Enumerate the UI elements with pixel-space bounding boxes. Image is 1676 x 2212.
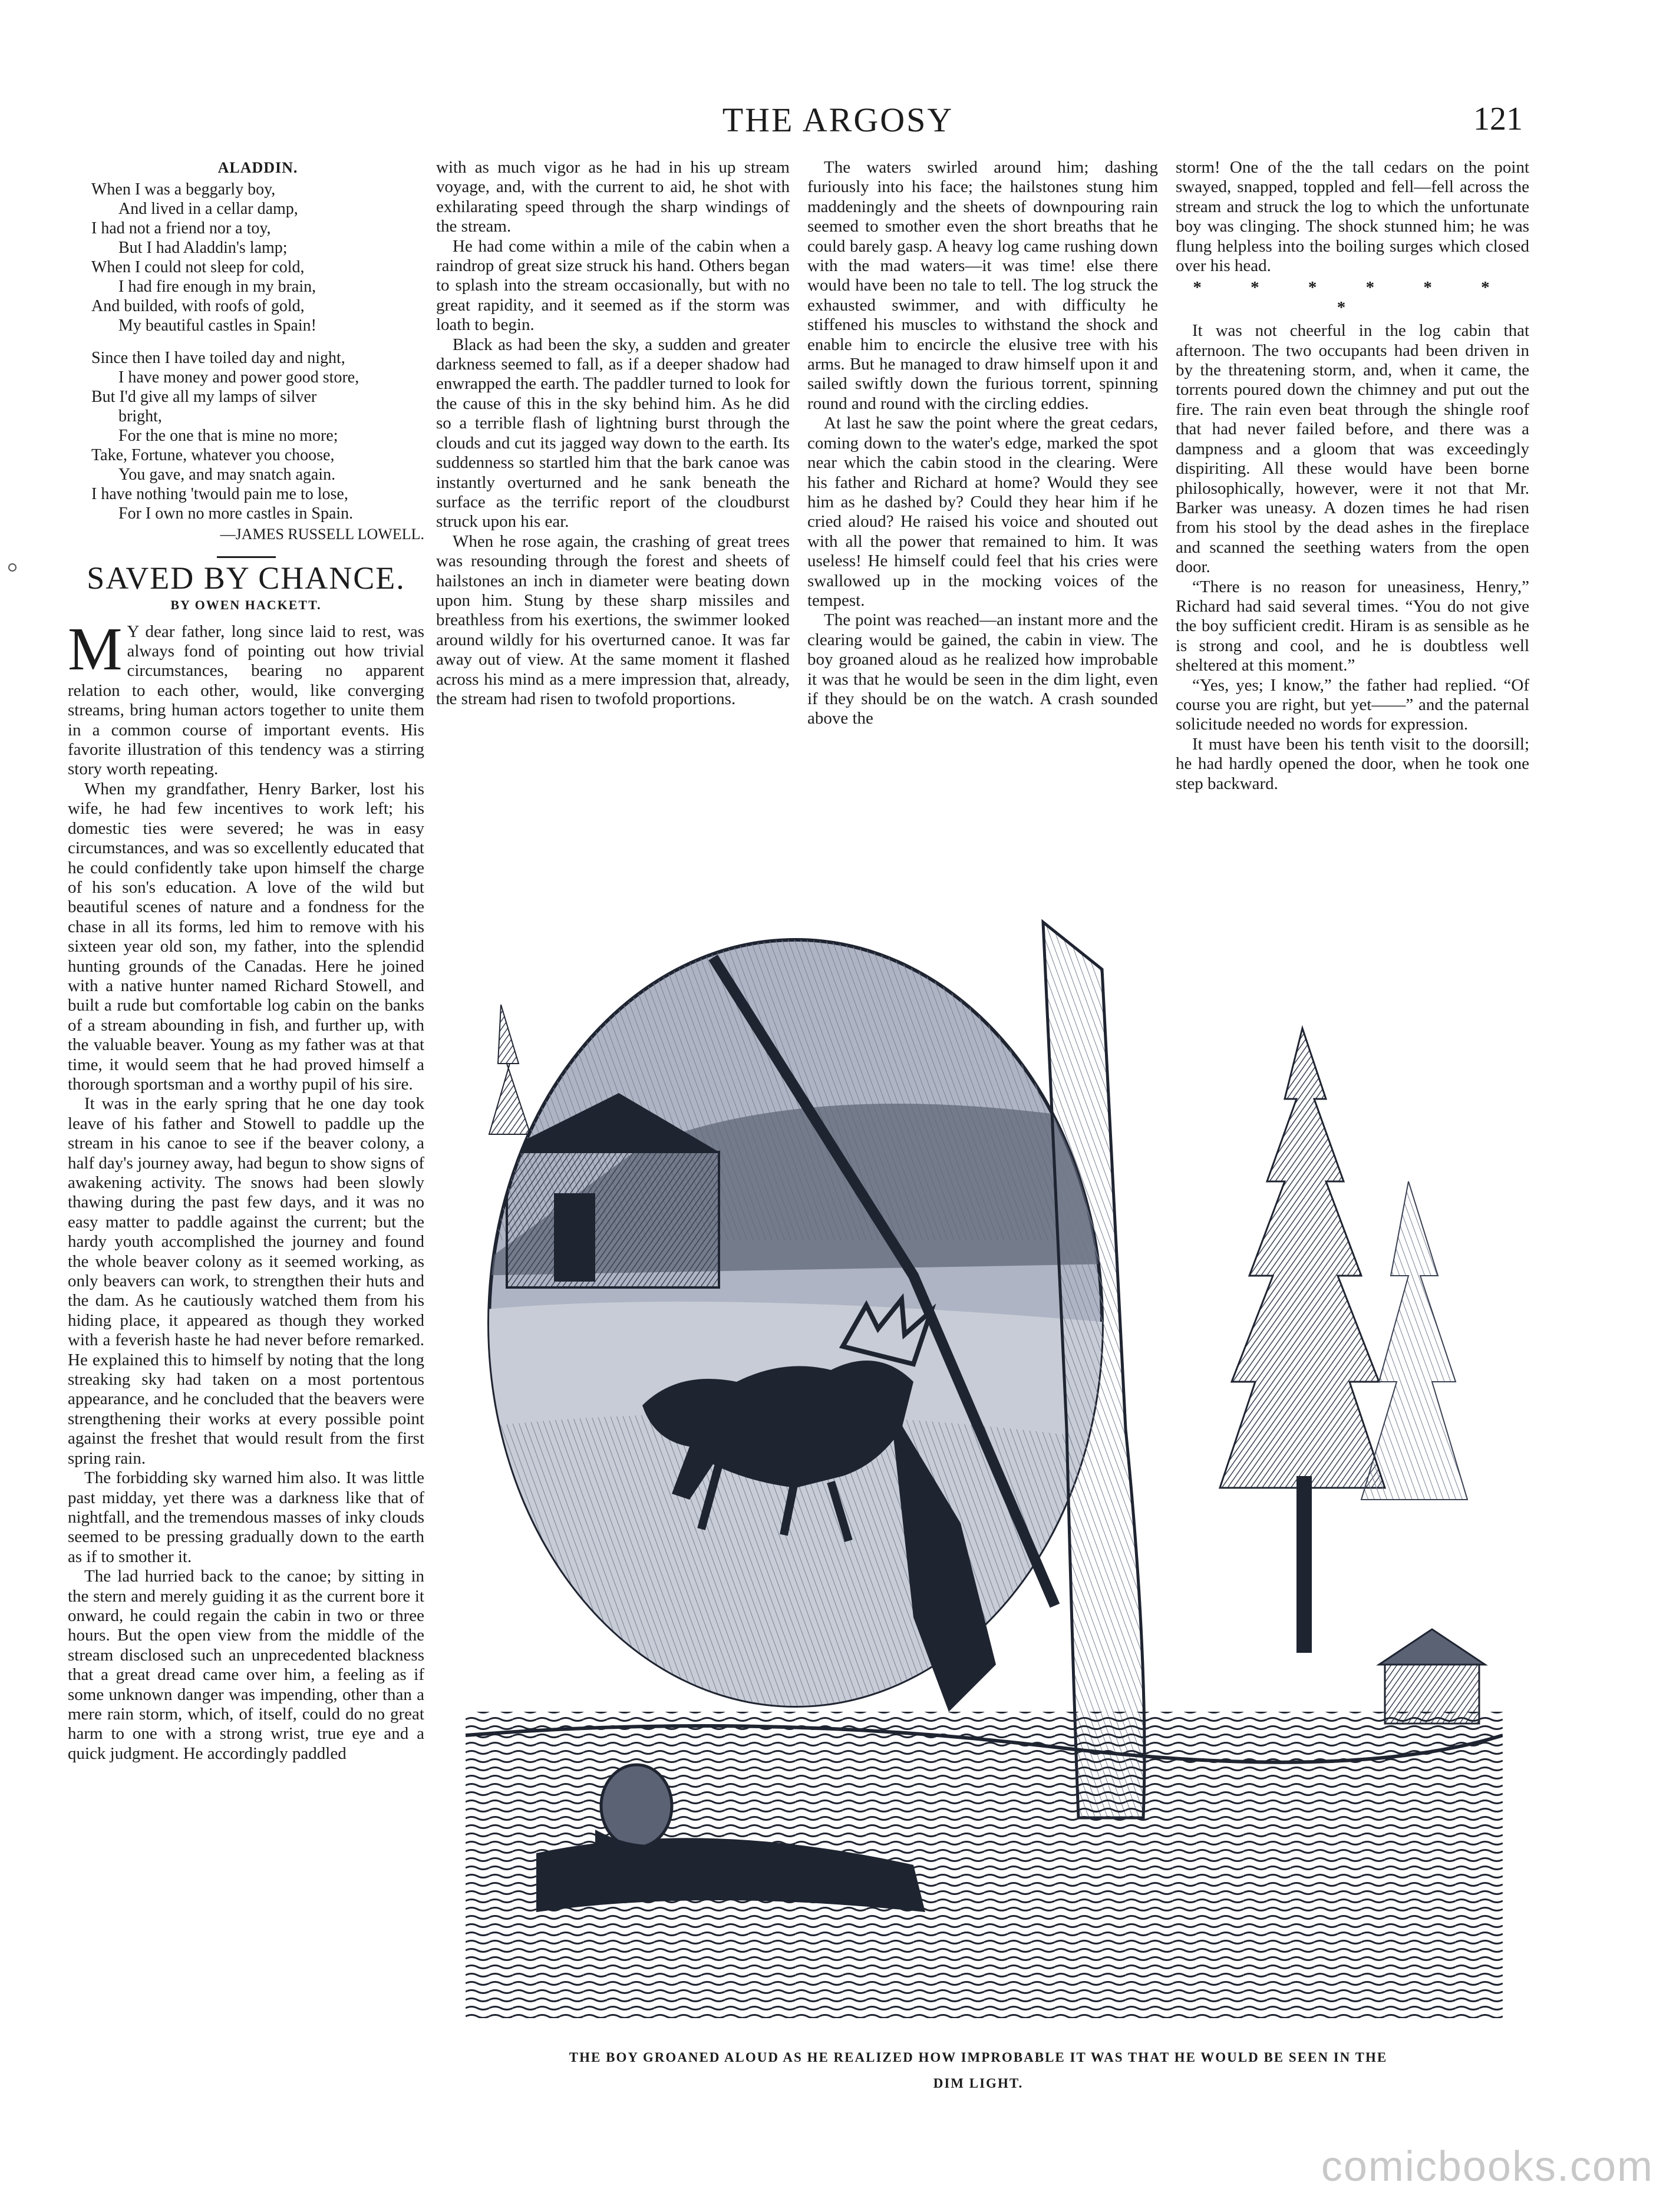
paragraph: When he rose again, the crashing of great trees was resounding through the forest and sheets of hailstones an inch in diameter were beating down upon him. Stung by these sharp missiles and breathless from his exertions, the swimmer looked around wildly for his overturned canoe. It was far away out of view. At the same moment it flashed across his mind as a mere impression that, already, the stream had risen to twofold proportions.: [436, 531, 790, 708]
paragraph: storm! One of the the tall cedars on the point swayed, snapped, toppled and fell—fell across the stream and struck the log to which the unfortunate boy was clinging. The shock stunned him; he was flung helpless into the boiling surges which closed over his head.: [1176, 158, 1529, 276]
section-divider: [217, 556, 276, 558]
paragraph: The waters swirled around him; dashing furiously into his face; the hailstones stung him maddeningly and the sheets of downpouring rain seemed to smother even the short breaths that he could barely gasp. A heavy log came rushing down with the mad waters—it was time! else there would have been no tale to tell. The log struck the exhausted swimmer, and with difficulty he stiffened his muscles to withstand the shock and enable him to encircle the elusive tree with his arms. But he managed to draw himself upon it and sailed swiftly down the furious torrent, spinning round and round with the circling eddies.: [807, 158, 1158, 413]
medallion-vignette: [466, 934, 1114, 1724]
poem-title: ALADDIN.: [217, 159, 298, 176]
paragraph: It was not cheerful in the log cabin that afternoon. The two occupants had been driven in by the threatening storm, and, when it came, the torrents poured down the chimney and put out the fire. The rain even beat through the shingle roof that had never failed before, and there was a dampness and a gloom that was exceedingly dispiriting. All these would have been borne philosophically, however, were it not that Mr. Barker was uneasy. A dozen times he had risen from his stool by the dead ashes in the fireplace and scanned the seething waters from the open door.: [1176, 321, 1529, 577]
distant-cabin: [1379, 1629, 1485, 1724]
paragraph: It must have been his tenth visit to the doorsill; he had hardly opened the door, when he took one step backward.: [1176, 734, 1529, 793]
scan-mark: [8, 563, 17, 572]
paragraph: with as much vigor as he had in his up stream voyage, and, with the current to aid, he shot with exhilarating speed through the sharp windings of the stream.: [436, 158, 790, 236]
column-3: [807, 158, 1158, 729]
paragraph: The point was reached—an instant more and the clearing would be gained, the cabin in view. The boy groaned aloud as he realized how improbable it was that he would be seen in the dim light, even if they should be on the watch. A crash sounded above the: [807, 610, 1158, 728]
engraving-illustration: [466, 899, 1503, 2018]
paragraph: The forbidding sky warned him also. It was little past midday, yet there was a darkness like that of nightfall, and the tremendous masses of inky clouds seemed to be pressing gradually down to the earth as if to smother it.: [68, 1468, 424, 1566]
page-number: 121: [1473, 101, 1523, 137]
column-2: [436, 158, 790, 709]
paragraph: At last he saw the point where the great cedars, coming down to the water's edge, marked the spot near which the cabin stood in the clearing. Were his father and Richard at home? Would they see him as he dashed by? Could they hear him if he cried aloud? He raised his voice and shouted out with all the power that remained to him. It was useless! He himself could feel that his cries were swallowed up in the mocking voices of the tempest.: [807, 414, 1158, 610]
paragraph: The lad hurried back to the canoe; by sitting in the stern and merely guiding it as the current bore it onward, he could regain the cabin in two or three hours. But the open view from the middle of the stream disclosed such an unprecedented blackness that a great dread came over him, a feeling as if some unknown danger was impending, other than a mere rain storm, which, of itself, could do no great harm to one with a strong wrist, true eye and a quick judgment. He accordingly paddled: [68, 1567, 424, 1763]
poem-line: I had fire enough in my brain,: [118, 278, 316, 296]
paragraph: Black as had been the sky, a sudden and greater darkness seemed to fall, as if a deeper shadow had enwrapped the earth. The paddler turned to look for the cause of this in the sky behind him. As he did so a terrible flash of lightning burst through the clouds and cut its jagged way down to the earth. Its suddenness so startled him that the bark canoe was instantly overturned and he sank beneath the surface as the terrific report of the cloudburst struck upon his ear.: [436, 335, 790, 531]
running-head: THE ARGOSY: [722, 101, 954, 139]
paragraph: “Yes, yes; I know,” the father had replied. “Of course you are right, but yet——” and the paternal solicitude needed no words for expression.: [1176, 675, 1529, 734]
paragraph-text: Y dear father, long since laid to rest, was always fond of pointing out how trivial circumstances, bearing no apparent relation to each other, would, like converging streams, bring human actors together to unite them in a common course of important events. His favorite illustration of this tendency was a stirring story worth repeating.: [68, 622, 424, 779]
poem-line: But I'd give all my lamps of silver: [91, 388, 317, 407]
poem-line: Since then I have toiled day and night,: [91, 349, 345, 368]
section-break-stars: * * * * * * *: [1193, 278, 1512, 317]
caption-line: DIM LIGHT.: [933, 2076, 1024, 2091]
poem-line: And lived in a cellar damp,: [118, 200, 298, 219]
story-byline: BY OWEN HACKETT.: [170, 597, 322, 613]
paragraph: When my grandfather, Henry Barker, lost his wife, he had few incentives to work left; his domestic ties were severed; he was in easy circumstances, and was so excellently educated that he could confidently take upon himself the charge of his son's education. A love of the wild but beautiful scenes of nature and a fondness for the chase in all its forms, led him to remove with his sixteen year old son, my father, into the splendid hunting grounds of the Canadas. Here he joined with a native hunter named Richard Stowell, and built a rude but comfortable log cabin on the banks of a stream abounding in fish, and further up, with the valuable beaver. Young as my father was at that time, it would seem that he had proved himself a thorough sportsman and a worthy pupil of his sire.: [68, 779, 424, 1094]
poem-line: When I was a beggarly boy,: [91, 180, 276, 199]
stanza-gap: [91, 335, 424, 348]
poem-line: I have nothing 'twould pain me to lose,: [91, 485, 348, 504]
poem-author: —JAMES RUSSELL LOWELL.: [220, 526, 424, 543]
poem-body: [91, 180, 424, 523]
poem-line: For I own no more castles in Spain.: [118, 504, 354, 523]
column-1-text: [68, 615, 424, 1764]
paragraph: He had come within a mile of the cabin when a raindrop of great size struck his hand. Others began to splash into the stream occasionally, but with no great rapidity, and it seemed as if the storm was loath to begin.: [436, 236, 790, 335]
poem-line: But I had Aladdin's lamp;: [118, 239, 288, 257]
column-1: [68, 158, 424, 1764]
illustration-caption: [424, 2045, 1532, 2097]
paragraph: It was in the early spring that he one day took leave of his father and Stowell to paddle up the stream in his canoe to see if the beaver colony, a half day's journey away, had begun to show signs of awakening activity. The snows had been slowly thawing during the past few days, and it was no easy matter to paddle against the current; but the hardy youth accomplished the journey and found the whole beaver colony as it seemed working, as only beavers can work, to strengthen their huts and the dam. As he cautiously watched them from his hiding place, it appeared as though they worked with a feverish haste he had never before remarked. He explained this to himself by noting that the long streaking sky had taken on a most portentous appearance, and he concluded that the beavers were strengthening their works at every possible point against the freshet that would result from the first spring rain.: [68, 1094, 424, 1468]
drop-cap: M: [68, 615, 123, 683]
poem-line: When I could not sleep for cold,: [91, 258, 305, 277]
caption-line: THE BOY GROANED ALOUD AS HE REALIZED HOW IMPROBABLE IT WAS THAT HE WOULD BE SEEN IN THE: [569, 2050, 1388, 2065]
poem-line: I have money and power good store,: [118, 368, 359, 387]
paragraph: “There is no reason for uneasiness, Henry,” Richard had said several times. “You do not give the boy sufficient credit. Hiram is as sensible as he is strong and cool, and he is doubtless well sheltered at this moment.”: [1176, 577, 1529, 675]
column-4: [1176, 158, 1529, 794]
poem-line: You gave, and may snatch again.: [118, 465, 336, 484]
poem-line: And builded, with roofs of gold,: [91, 297, 305, 316]
poem-line: I had not a friend nor a toy,: [91, 219, 271, 238]
poem-line: My beautiful castles in Spain!: [118, 316, 316, 335]
paragraph-first: [68, 615, 424, 780]
poem-line: Take, Fortune, whatever you choose,: [91, 446, 335, 465]
story-title: SAVED BY CHANCE.: [87, 560, 405, 596]
watermark: comicbooks.com: [1321, 2143, 1654, 2190]
poem-line: For the one that is mine no more;: [118, 427, 338, 445]
poem-line: bright,: [118, 407, 162, 426]
